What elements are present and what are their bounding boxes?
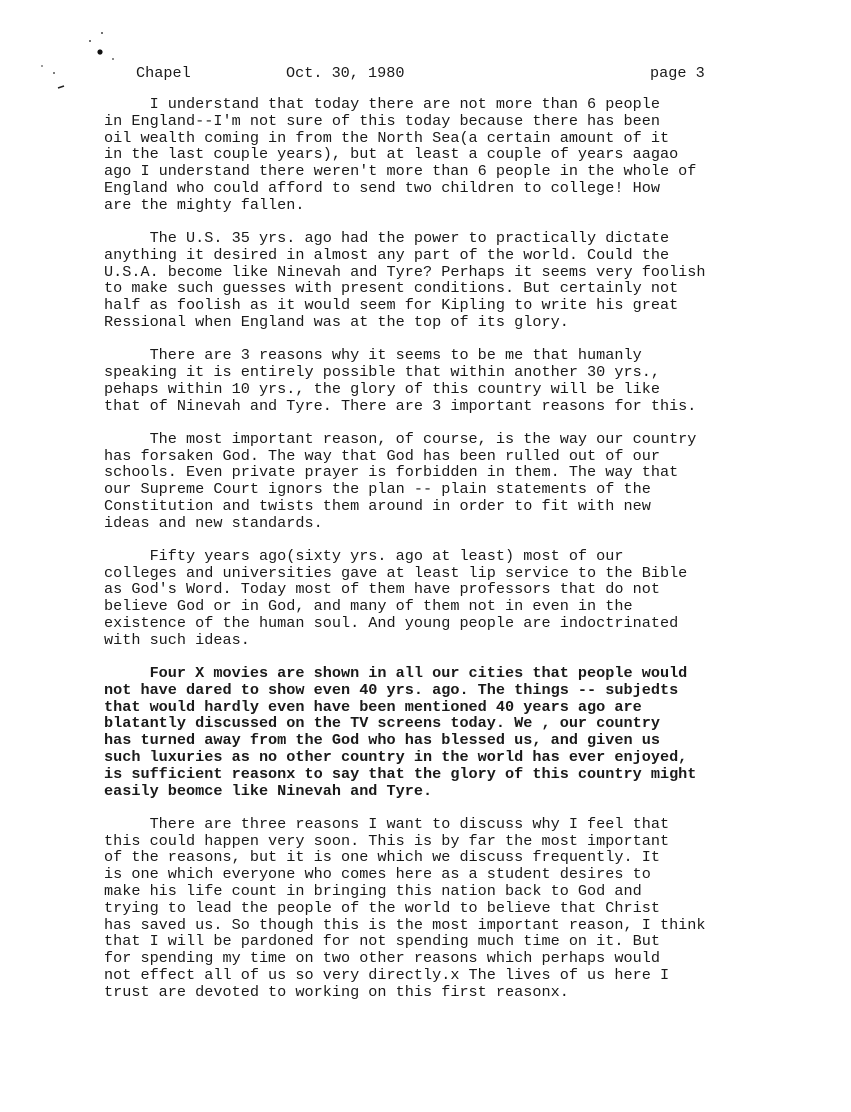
text-line: believe God or in God, and many of them not in even in the	[104, 597, 633, 616]
paragraph	[104, 347, 804, 414]
text-line: Fifty years ago(sixty yrs. ago at least) most of our	[104, 546, 624, 565]
text-line: to make such guesses with present conditions. But certainly not	[104, 279, 679, 298]
text-line: such luxuries as no other country in the world has ever enjoyed,	[104, 748, 688, 767]
paragraph	[104, 816, 804, 1001]
text-line: that of Ninevah and Tyre. There are 3 important reasons for this.	[104, 396, 697, 415]
text-line: our Supreme Court ignors the plan -- plain statements of the	[104, 480, 651, 499]
text-line: The most important reason, of course, is the way our country	[104, 429, 697, 448]
text-line: schools. Even private prayer is forbidden in them. The way that	[104, 463, 679, 482]
text-line: oil wealth coming in from the North Sea(a certain amount of it	[104, 128, 670, 147]
text-line: Constitution and twists them around in order to fit with new	[104, 496, 651, 515]
text-line: colleges and universities gave at least lip service to the Bible	[104, 563, 688, 582]
text-line: for spending my time on two other reasons which perhaps would	[104, 949, 660, 968]
text-line: in the last couple years), but at least a couple of years aagao	[104, 145, 679, 164]
text-line: is one which everyone who comes here as a student desires to	[104, 865, 651, 884]
text-line: There are three reasons I want to discuss why I feel that	[104, 814, 670, 833]
text-line: trying to lead the people of the world to believe that Christ	[104, 898, 660, 917]
header-date: Oct. 30, 1980	[286, 64, 405, 82]
text-line: this could happen very soon. This is by far the most important	[104, 831, 670, 850]
document-body	[104, 96, 804, 1017]
text-line: is sufficient reasonx to say that the glory of this country might	[104, 764, 697, 783]
text-line: with such ideas.	[104, 630, 250, 649]
header-page-number: page 3	[650, 64, 705, 82]
text-line: speaking it is entirely possible that within another 30 yrs.,	[104, 362, 660, 381]
text-line: easily beomce like Ninevah and Tyre.	[104, 781, 433, 800]
text-line: ago I understand there weren't more than 6 people in the whole of	[104, 162, 697, 181]
paragraph	[104, 548, 804, 649]
paragraph	[104, 665, 804, 799]
text-line: not effect all of us so very directly.x The lives of us here I	[104, 966, 670, 984]
text-line: has saved us. So though this is the most important reason, I think	[104, 915, 706, 934]
text-line: not have dared to show even 40 yrs. ago. The things -- subjedts	[104, 680, 679, 699]
text-line: trust are devoted to working on this first reasonx.	[104, 982, 569, 1001]
text-line: pehaps within 10 yrs., the glory of this country will be like	[104, 379, 660, 398]
text-line: blatantly discussed on the TV screens today. We , our country	[104, 714, 660, 733]
paragraph	[104, 230, 804, 331]
text-line: Four X movies are shown in all our cities that people would	[104, 664, 688, 683]
text-line: England who could afford to send two children to college! How	[104, 178, 660, 197]
text-line: Ressional when England was at the top of its glory.	[104, 312, 569, 331]
text-line: U.S.A. become like Ninevah and Tyre? Perhaps it seems very foolish	[104, 262, 706, 281]
paragraph	[104, 96, 804, 214]
text-line: half as foolish as it would seem for Kipling to write his great	[104, 296, 679, 315]
page-header	[0, 62, 851, 84]
text-line: of the reasons, but it is one which we discuss frequently. It	[104, 848, 660, 867]
text-line: that would hardly even have been mentioned 40 years ago are	[104, 697, 642, 716]
text-line: in England--I'm not sure of this today because there has been	[104, 111, 660, 130]
text-line: The U.S. 35 yrs. ago had the power to practically dictate	[104, 228, 670, 247]
text-line: has turned away from the God who has blessed us, and given us	[104, 731, 660, 750]
text-line: anything it desired in almost any part of the world. Could the	[104, 245, 670, 264]
text-line: has forsaken God. The way that God has been rulled out of our	[104, 446, 660, 465]
text-line: I understand that today there are not more than 6 people	[104, 95, 660, 113]
header-title: Chapel	[136, 64, 191, 82]
text-line: make his life count in bringing this nation back to God and	[104, 882, 642, 901]
text-line: that I will be pardoned for not spending much time on it. But	[104, 932, 660, 951]
text-line: ideas and new standards.	[104, 513, 323, 532]
text-line: as God's Word. Today most of them have professors that do not	[104, 580, 660, 599]
paragraph	[104, 431, 804, 532]
text-line: are the mighty fallen.	[104, 195, 305, 214]
text-line: existence of the human soul. And young people are indoctrinated	[104, 614, 679, 633]
text-line: There are 3 reasons why it seems to be me that humanly	[104, 346, 642, 365]
